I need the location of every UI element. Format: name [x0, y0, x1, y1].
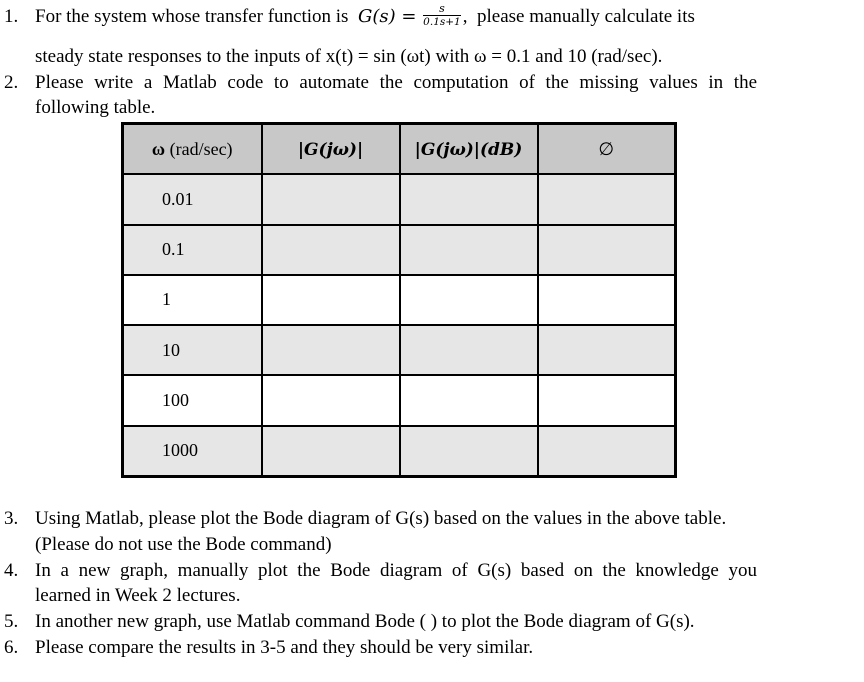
- question-4-number: 4.: [4, 560, 19, 581]
- question-3-text: Using Matlab, please plot the Bode diagram of G(s) based on the values in the above table.: [35, 508, 727, 529]
- header-magnitude-db: |G(jω)|(dB): [400, 124, 538, 175]
- omega-cell: 10: [123, 325, 262, 375]
- magnitude-db-cell[interactable]: [400, 225, 538, 275]
- question-5-number: 5.: [4, 611, 19, 632]
- magnitude-db-cell[interactable]: [400, 325, 538, 375]
- magnitude-cell[interactable]: [262, 375, 400, 425]
- question-1-number: 1.: [4, 6, 19, 27]
- question-3-text-2: (Please do not use the Bode command): [35, 534, 332, 555]
- magnitude-db-cell[interactable]: [400, 275, 538, 325]
- magnitude-cell[interactable]: [262, 275, 400, 325]
- question-1-text-2: steady state responses to the inputs of x(t) = sin (ωt) with ω = 0.1 and 10 (rad/sec).: [35, 46, 663, 67]
- phase-cell[interactable]: [538, 375, 676, 425]
- question-1-text: [35, 2, 695, 30]
- phase-cell[interactable]: [538, 275, 676, 325]
- frequency-response-table: [121, 122, 677, 478]
- omega-cell: 0.01: [123, 174, 262, 224]
- table-header-row: [123, 124, 676, 175]
- question-2-text-2: following table.: [35, 97, 156, 118]
- omega-cell: 1000: [123, 426, 262, 477]
- question-6-text: Please compare the results in 3-5 and they should be very similar.: [35, 637, 534, 658]
- magnitude-db-cell[interactable]: [400, 426, 538, 477]
- magnitude-db-cell[interactable]: [400, 174, 538, 224]
- table-row: [123, 375, 676, 425]
- phase-cell[interactable]: [538, 325, 676, 375]
- magnitude-db-cell[interactable]: [400, 375, 538, 425]
- phase-cell[interactable]: [538, 225, 676, 275]
- question-4-text-2: learned in Week 2 lectures.: [35, 585, 241, 606]
- question-2-text: Please write a Matlab code to automate the computation of the missing values in the: [35, 72, 757, 93]
- question-2-number: 2.: [4, 72, 19, 93]
- magnitude-cell[interactable]: [262, 325, 400, 375]
- question-1-tail: please manually calculate its: [477, 6, 695, 27]
- phase-cell[interactable]: [538, 426, 676, 477]
- fraction-denominator: 0.1s+1: [423, 16, 461, 29]
- magnitude-cell[interactable]: [262, 174, 400, 224]
- question-6-number: 6.: [4, 637, 19, 658]
- question-3-number: 3.: [4, 508, 19, 529]
- table-row: [123, 426, 676, 477]
- omega-cell: 100: [123, 375, 262, 425]
- table-row: [123, 225, 676, 275]
- question-5-text: In another new graph, use Matlab command Bode ( ) to plot the Bode diagram of G(s).: [35, 611, 695, 632]
- question-1-lead: For the system whose transfer function is: [35, 6, 349, 27]
- header-phase: ∅: [538, 124, 676, 175]
- header-magnitude: |G(jω)|: [262, 124, 400, 175]
- omega-cell: 0.1: [123, 225, 262, 275]
- question-1-comma: ,: [462, 6, 468, 27]
- header-omega-unit: (rad/sec): [169, 138, 233, 159]
- phase-cell[interactable]: [538, 174, 676, 224]
- header-omega: [123, 124, 262, 175]
- header-omega-symbol: ω: [151, 138, 166, 159]
- magnitude-cell[interactable]: [262, 225, 400, 275]
- omega-cell: 1: [123, 275, 262, 325]
- transfer-function-label: G(s) =: [357, 6, 417, 27]
- transfer-function-fraction: [423, 3, 461, 28]
- fraction-numerator: s: [423, 3, 461, 16]
- table-row: [123, 174, 676, 224]
- table-row: [123, 325, 676, 375]
- magnitude-cell[interactable]: [262, 426, 400, 477]
- question-4-text: In a new graph, manually plot the Bode diagram of G(s) based on the knowledge you: [35, 560, 757, 581]
- table-row: [123, 275, 676, 325]
